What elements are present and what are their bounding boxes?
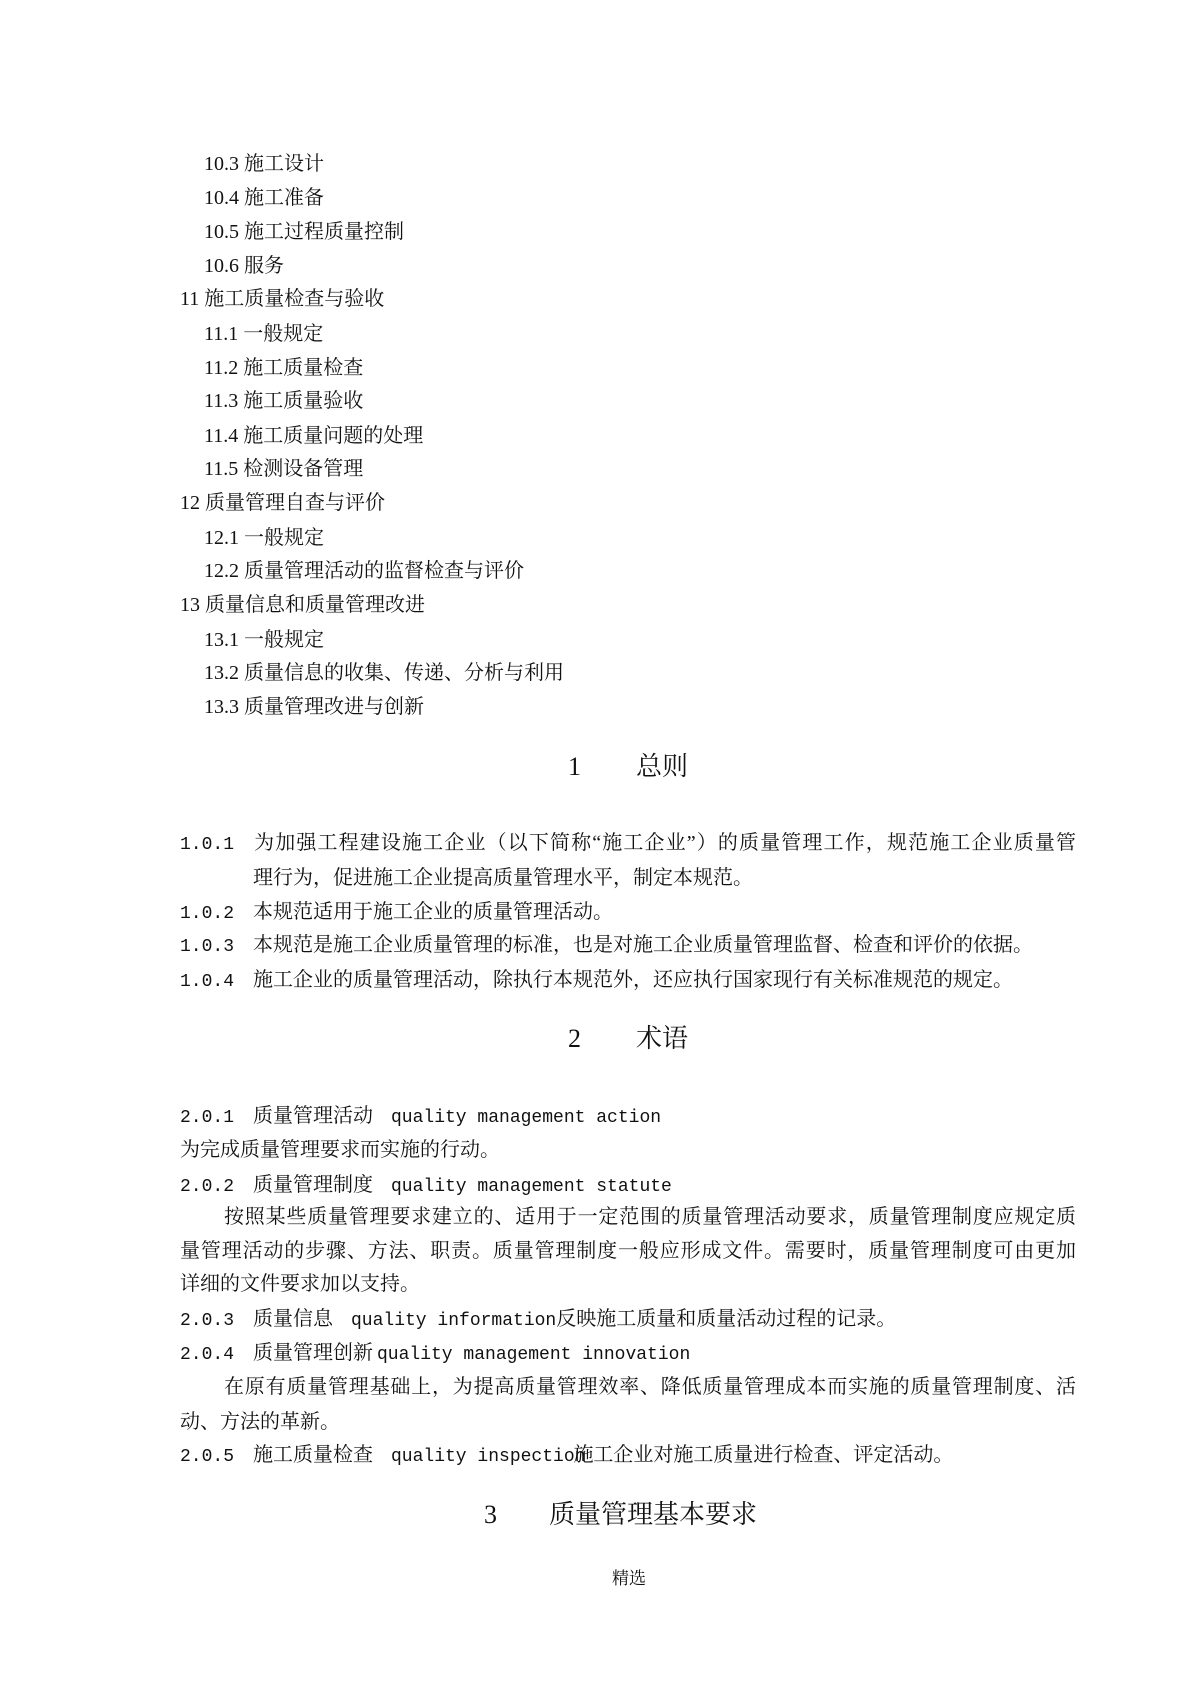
toc-chapter: 11 施工质量检查与验收 [180, 288, 385, 310]
clause-text-cont: 理行为，促进施工企业提高质量管理水平，制定本规范。 [253, 867, 753, 889]
clause-text: 本规范适用于施工企业的质量管理活动。 [253, 901, 613, 923]
term-definition: 为完成质量管理要求而实施的行动。 [180, 1139, 500, 1161]
toc-item: 11.4 施工质量问题的处理 [204, 425, 424, 447]
term-definition: 施工企业对施工质量进行检查、评定活动。 [573, 1444, 954, 1466]
term-english: quality management statute [391, 1177, 672, 1197]
term-number: 2.0.1 [180, 1108, 235, 1128]
term-definition: 量管理活动的步骤、方法、职责。质量管理制度一般应形成文件。需要时，质量管理制度可由更加 [180, 1240, 1076, 1262]
section-number: 1 [568, 752, 581, 781]
clause-1-0-3 [180, 933, 1033, 957]
term-number: 2.0.4 [180, 1345, 235, 1365]
toc-item: 11.2 施工质量检查 [204, 357, 364, 379]
section-number: 3 [484, 1500, 497, 1529]
section-title: 总则 [636, 752, 689, 781]
toc-item: 10.6 服务 [204, 255, 284, 277]
toc-chapter: 13 质量信息和质量管理改进 [180, 594, 425, 616]
toc-item: 12.1 一般规定 [204, 527, 324, 549]
clause-1-0-4 [180, 968, 1013, 992]
clause-number: 1.0.2 [180, 904, 235, 924]
toc-item: 12.2 质量管理活动的监督检查与评价 [204, 560, 524, 582]
toc-item: 11.1 一般规定 [204, 323, 324, 345]
term-number: 2.0.2 [180, 1177, 235, 1197]
term-definition: 动、方法的革新。 [180, 1411, 340, 1433]
term-english: quality information [351, 1311, 557, 1331]
term-name: 质量管理制度 [253, 1174, 373, 1196]
toc-item: 10.5 施工过程质量控制 [204, 221, 404, 243]
term-name: 质量管理创新 [253, 1342, 373, 1364]
clause-number: 1.0.3 [180, 937, 235, 957]
term-2-0-2 [180, 1173, 672, 1197]
page-footer: 精选 [612, 1569, 646, 1588]
term-definition: 详细的文件要求加以支持。 [180, 1273, 420, 1295]
term-name: 施工质量检查 [253, 1444, 373, 1466]
toc-item: 13.3 质量管理改进与创新 [204, 696, 424, 718]
term-2-0-4 [180, 1341, 690, 1365]
term-number: 2.0.5 [180, 1447, 235, 1467]
term-number: 2.0.3 [180, 1311, 235, 1331]
clause-1-0-2 [180, 900, 613, 924]
term-definition: 按照某些质量管理要求建立的、适用于一定范围的质量管理活动要求，质量管理制度应规定质 [224, 1206, 1076, 1228]
toc-item: 13.1 一般规定 [204, 629, 324, 651]
toc-chapter: 12 质量管理自查与评价 [180, 492, 385, 514]
toc-item: 13.2 质量信息的收集、传递、分析与利用 [204, 662, 564, 684]
clause-text: 本规范是施工企业质量管理的标准，也是对施工企业质量管理监督、检查和评价的依据。 [253, 934, 1033, 956]
section-title: 质量管理基本要求 [549, 1500, 758, 1529]
toc-item: 10.4 施工准备 [204, 187, 324, 209]
toc-item: 10.3 施工设计 [204, 153, 324, 175]
toc-item: 11.3 施工质量验收 [204, 390, 364, 412]
term-english: quality management innovation [377, 1345, 691, 1365]
term-english: quality inspection [391, 1447, 586, 1467]
clause-number: 1.0.1 [180, 835, 235, 855]
term-2-0-5 [180, 1443, 953, 1467]
toc-item: 11.5 检测设备管理 [204, 458, 364, 480]
section-title: 术语 [636, 1024, 689, 1053]
section-number: 2 [568, 1024, 581, 1053]
term-name: 质量管理活动 [253, 1105, 373, 1127]
term-definition: 在原有质量管理基础上，为提高质量管理效率、降低质量管理成本而实施的质量管理制度、活 [224, 1376, 1076, 1398]
term-name: 质量信息 [253, 1308, 333, 1330]
term-2-0-1 [180, 1104, 661, 1128]
term-2-0-3 [180, 1307, 896, 1331]
clause-1-0-1 [180, 831, 1076, 855]
clause-text: 施工企业的质量管理活动，除执行本规范外，还应执行国家现行有关标准规范的规定。 [253, 969, 1013, 991]
term-definition: 反映施工质量和质量活动过程的记录。 [556, 1308, 897, 1330]
term-english: quality management action [391, 1108, 662, 1128]
clause-number: 1.0.4 [180, 972, 235, 992]
clause-text: 为加强工程建设施工企业（以下简称“施工企业”）的质量管理工作，规范施工企业质量管 [253, 832, 1076, 854]
